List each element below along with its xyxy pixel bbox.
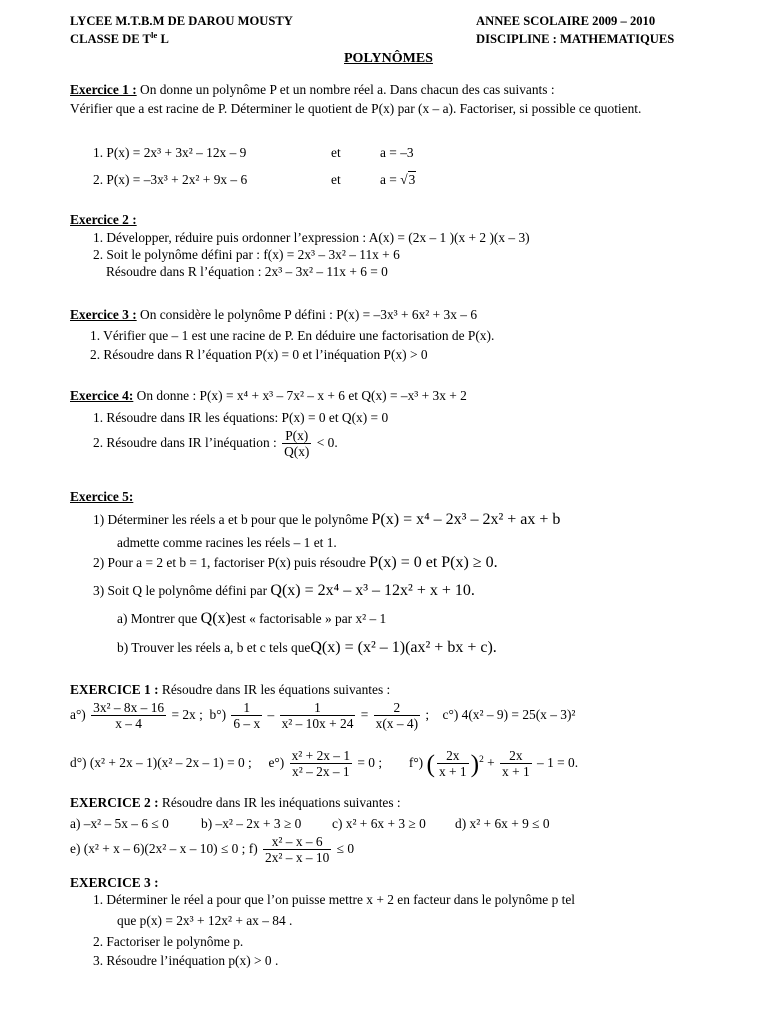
exB-item-e: e) (x² + x – 6)(2x² – x – 10) ≤ 0 ; f) (70, 840, 258, 856)
ex5-item3 (93, 581, 475, 601)
exC-item1: 1. Déterminer le réel a pour que l’on puisse mettre x + 2 en facteur dans le polynôme p tel (93, 892, 576, 907)
exA-b-frac1-num: 1 (231, 700, 262, 716)
exB-row-ef (70, 834, 354, 866)
ex5-item-a-math: Q(x) (200, 610, 231, 627)
class-sup: le (150, 30, 158, 41)
exA-b-frac2-den: x² – 10x + 24 (281, 716, 354, 732)
exA-c-eq: 4(x² – 9) = 25(x – 3)² (461, 706, 576, 722)
exA-f-frac2 (500, 748, 532, 780)
ex5-item-b (117, 638, 497, 658)
exA-b-frac1-den: 6 – x (233, 716, 261, 732)
ex1-a2-radicand: 3 (408, 172, 416, 187)
exA-b-label: b°) (209, 706, 227, 722)
ex1-heading (70, 82, 555, 99)
ex1-and2: et (331, 172, 341, 187)
ex5-item2 (93, 553, 498, 573)
exA-b-frac3 (374, 700, 420, 732)
exB-heading (70, 795, 401, 812)
ex1-item1: 1. P(x) = 2x³ + 3x² – 12x – 9 (93, 145, 247, 160)
exA-e-rhs: = 0 ; (357, 754, 383, 770)
ex5-item1-math: P(x) = x⁴ – 2x³ – 2x² + ax + b (371, 511, 561, 528)
school-name: LYCEE M.T.B.M DE DAROU MOUSTY (70, 14, 293, 28)
ex2-item1: 1. Développer, réduire puis ordonner l’expression : A(x) = (2x – 1 )(x + 2 )(x – 3) (93, 230, 530, 245)
ex4-item2-prefix: 2. Résoudre dans IR l’inéquation : (93, 434, 277, 450)
exB-item-d: d) x² + 6x + 9 ≤ 0 (455, 816, 550, 831)
ex3-item1: 1. Vérifier que – 1 est une racine de P. En déduire une factorisation de P(x). (90, 328, 495, 343)
exB-f-rhs: ≤ 0 (336, 840, 355, 856)
ex5-item1 (93, 510, 560, 530)
ex4-label: Exercice 4: (70, 388, 134, 403)
exA-a-num: 3x² – 8x – 16 (93, 700, 165, 715)
exA-f-label: f°) (408, 754, 424, 770)
exA-b-frac2 (280, 700, 356, 732)
exA-e-num: x² + 2x – 1 (291, 748, 351, 763)
exC-item2: 2. Factoriser le polynôme p. (93, 934, 244, 949)
ex5-item-a (117, 609, 386, 629)
exA-e-label: e°) (268, 754, 285, 770)
ex1-a2-prefix: a = (380, 172, 401, 187)
exB-item-b: b) –x² – 2x + 3 ≥ 0 (201, 816, 302, 831)
exB-item-c: c) x² + 6x + 3 ≥ 0 (332, 816, 426, 831)
exA-b-frac2-num: 1 (280, 700, 356, 716)
exA-f-frac1-den: x + 1 (438, 764, 467, 780)
ex4-item2-suffix: < 0. (316, 434, 338, 450)
ex2-item2: 2. Soit le polynôme défini par : f(x) = 2x³ – 3x² – 11x + 6 (93, 247, 400, 262)
ex3-item2: 2. Résoudre dans R l’équation P(x) = 0 et l’inéquation P(x) > 0 (90, 347, 428, 362)
ex2-label: Exercice 2 : (70, 212, 137, 227)
ex2-item3: Résoudre dans R l’équation : 2x³ – 3x² – 11x + 6 = 0 (106, 264, 388, 279)
ex4-fraction-num: P(x) (282, 428, 311, 444)
exA-e-den: x² – 2x – 1 (292, 764, 350, 780)
exA-a-rhs: = 2x ; (171, 706, 203, 722)
discipline: DISCIPLINE : MATHEMATIQUES (476, 32, 675, 46)
ex5-item1-cont: admette comme racines les réels – 1 et 1. (117, 535, 337, 550)
exB-intro: Résoudre dans IR les inéquations suivantes : (158, 795, 401, 810)
ex4-intro: On donne : P(x) = x⁴ + x³ – 7x² – x + 6 et Q(x) = –x³ + 3x + 2 (133, 388, 467, 403)
exA-f-frac2-den: x + 1 (502, 764, 530, 780)
ex4-heading (70, 388, 467, 405)
ex1-a1: a = –3 (380, 145, 414, 160)
ex4-item1: 1. Résoudre dans IR les équations: P(x) = 0 et Q(x) = 0 (93, 410, 389, 425)
exA-label: EXERCICE 1 : (70, 682, 159, 697)
class-label (70, 32, 169, 48)
exA-d-label: d°) (70, 754, 87, 770)
ex4-item2 (93, 428, 338, 460)
ex4-fraction-den: Q(x) (284, 444, 310, 460)
ex5-item-a-text: a) Montrer que (117, 611, 201, 626)
ex1-intro: On donne un polynôme P et un nombre réel a. Dans chacun des cas suivants : (136, 82, 555, 97)
class-prefix: CLASSE DE T (70, 32, 151, 46)
exA-d-eq: (x² + 2x – 1)(x² – 2x – 1) = 0 ; (89, 754, 252, 770)
ex3-heading (70, 307, 477, 324)
ex1-a2: a = √3 (380, 172, 416, 187)
exB-item-a: a) –x² – 5x – 6 ≤ 0 (70, 816, 169, 831)
exA-b-frac3-num: 2 (374, 700, 420, 716)
exC-item3: 3. Résoudre l’inéquation p(x) > 0 . (93, 953, 279, 968)
exA-heading (70, 682, 390, 699)
ex5-item-b-math: Q(x) = (x² – 1)(ax² + bx + c). (310, 639, 497, 656)
ex4-fraction (282, 428, 311, 460)
ex3-label: Exercice 3 : (70, 307, 137, 322)
exB-f-fraction (263, 834, 331, 866)
exC-label: EXERCICE 3 : (70, 875, 159, 890)
exA-f-frac1-num: 2x (437, 748, 469, 764)
ex1-and1: et (331, 145, 341, 160)
exB-f-den: 2x² – x – 10 (265, 850, 330, 866)
exA-f-frac1 (437, 748, 469, 780)
ex3-intro: On considère le polynôme P défini : P(x) = –3x³ + 6x² + 3x – 6 (136, 307, 478, 322)
exA-b-end: ; (425, 706, 430, 722)
exA-intro: Résoudre dans IR les équations suivantes : (158, 682, 391, 697)
ex5-item-b-text: b) Trouver les réels a, b et c tels que (117, 640, 311, 655)
exA-row1: a°) $\frac{\text{3x² – 8x – 16}}{x - 4}$ = 2x ; b°) $\frac{1}{6 - x}$ – $\frac{1}{\text{x² – 10x + 24}}$ = $\frac{2}{x(x - 4)}$ ; c°) 4(x² – 9) = 25(x – 3)² (70, 700, 576, 732)
ex5-item-a-rest: est « factorisable » par x² – 1 (230, 611, 387, 626)
exA-a-label: a°) (70, 706, 86, 722)
exB-f-num: x² – x – 6 (263, 834, 331, 850)
exA-a-den: x – 4 (115, 716, 142, 732)
exA-b-frac3-den: x(x – 4) (375, 716, 419, 732)
class-suffix: L (157, 32, 169, 46)
exA-c-label: c°) (442, 706, 459, 722)
ex5-item3-text: 3) Soit Q le polynôme défini par (93, 583, 271, 598)
ex5-item1-text: 1) Déterminer les réels a et b pour que le polynôme (93, 512, 372, 527)
exB-label: EXERCICE 2 : (70, 795, 159, 810)
ex1-item2: 2. P(x) = –3x³ + 2x² + 9x – 6 (93, 172, 248, 187)
exA-b-frac1 (231, 700, 262, 732)
ex1-text: Vérifier que a est racine de P. Déterminer le quotient de P(x) par (x – a). Factoriser, si possible ce quotient. (70, 101, 642, 116)
ex1-label: Exercice 1 : (70, 82, 137, 97)
ex5-label: Exercice 5: (70, 489, 134, 504)
exA-f-frac2-num: 2x (500, 748, 532, 764)
school-year: ANNEE SCOLAIRE 2009 – 2010 (476, 14, 656, 28)
exC-item1-cont: que p(x) = 2x³ + 12x² + ax – 84 . (117, 913, 293, 928)
ex5-item2-text: 2) Pour a = 2 et b = 1, factoriser P(x) puis résoudre (93, 555, 370, 570)
ex5-item3-math: Q(x) = 2x⁴ – x³ – 12x² + x + 10. (270, 582, 475, 599)
exA-e-fraction (290, 748, 352, 780)
exA-a-fraction (91, 700, 166, 732)
ex5-item2-math: P(x) = 0 et P(x) ≥ 0. (369, 554, 498, 571)
page-title: POLYNÔMES (344, 51, 433, 66)
exA-f-rest: – 1 = 0. (537, 754, 579, 770)
exA-row2: d°) (x² + 2x – 1)(x² – 2x – 1) = 0 ; e°) $\frac{\text{x² + 2x – 1}}{\text{x² – 2x – 1}}$ = 0 ; f°) ( $\frac{2x}{x + 1}$ )$^2$ + $\frac{2x}{x + 1}$ – 1 = 0. (70, 748, 579, 780)
